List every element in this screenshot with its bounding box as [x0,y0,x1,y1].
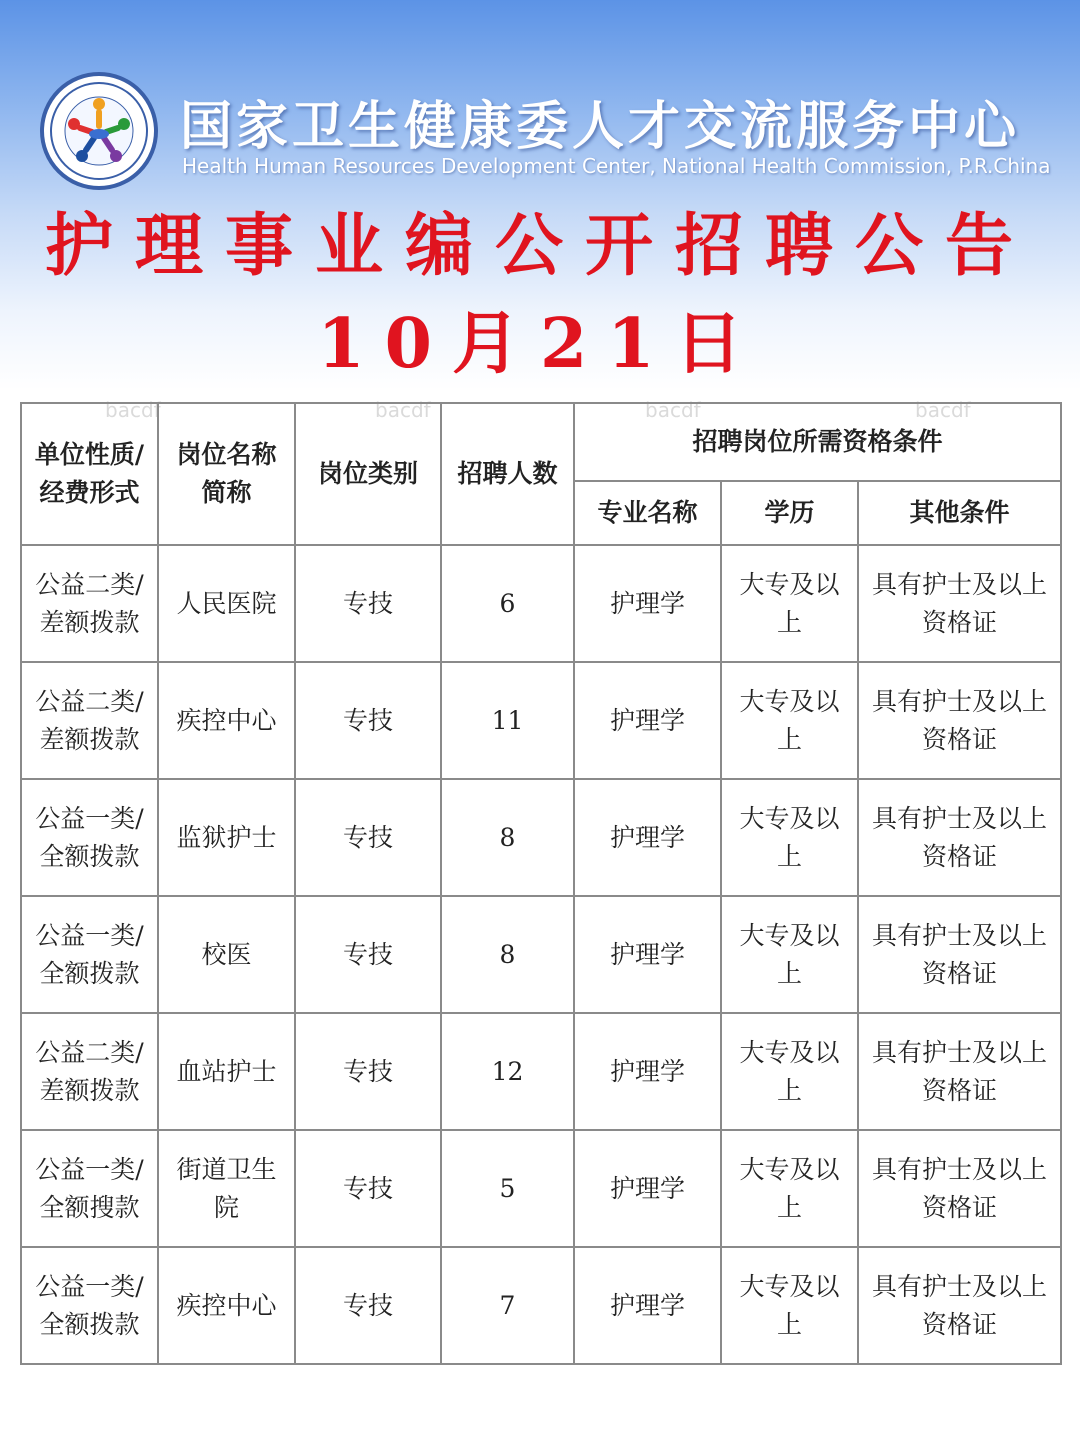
cell-post: 血站护士 [158,1013,295,1130]
cell-major: 护理学 [574,896,721,1013]
cell-other: 具有护士及以上 资格证 [858,779,1061,896]
watermark-text: bacdf [375,398,431,422]
cell-category: 专技 [295,545,441,662]
cell-edu: 大专及以 上 [721,1013,858,1130]
watermark-text: bacdf [105,398,161,422]
recruitment-table [20,402,1062,1365]
cell-category: 专技 [295,896,441,1013]
header-qualification-group: 招聘岗位所需资格条件 [574,403,1061,481]
cell-edu: 大专及以 上 [721,545,858,662]
cell-other: 具有护士及以上 资格证 [858,896,1061,1013]
cell-edu: 大专及以 上 [721,1130,858,1247]
cell-post: 监狱护士 [158,779,295,896]
cell-major: 护理学 [574,1130,721,1247]
org-logo [40,72,158,190]
cell-other: 具有护士及以上 资格证 [858,662,1061,779]
cell-count: 11 [441,662,574,779]
cell-count: 5 [441,1130,574,1247]
cell-post: 疾控中心 [158,1247,295,1364]
table-row [21,779,1061,896]
header-banner [0,0,1080,390]
cell-major: 护理学 [574,1247,721,1364]
cell-unit: 公益一类/ 全额搜款 [21,1130,158,1247]
header-other: 其他条件 [858,481,1061,545]
watermark-text: bacdf [645,398,701,422]
cell-count: 6 [441,545,574,662]
cell-other: 具有护士及以上 资格证 [858,1130,1061,1247]
header-major: 专业名称 [574,481,721,545]
cell-unit: 公益二类/ 差额拨款 [21,1013,158,1130]
cell-count: 7 [441,1247,574,1364]
org-name-en: Health Human Resources Development Center, National Health Commission, P.R.China [182,154,1051,178]
cell-major: 护理学 [574,779,721,896]
table-row [21,896,1061,1013]
announcement-date: 10月21日 [317,304,763,384]
cell-unit: 公益一类/ 全额拨款 [21,896,158,1013]
cell-unit: 公益二类/ 差额拨款 [21,662,158,779]
header-post: 岗位名称 简称 [158,403,295,545]
cell-major: 护理学 [574,662,721,779]
cell-post: 校医 [158,896,295,1013]
watermark-text: bacdf [915,398,971,422]
cell-edu: 大专及以 上 [721,1247,858,1364]
cell-major: 护理学 [574,545,721,662]
cell-category: 专技 [295,1130,441,1247]
cell-post: 人民医院 [158,545,295,662]
logo-emblem-icon [44,76,154,186]
cell-edu: 大专及以 上 [721,662,858,779]
cell-unit: 公益一类/ 全额拨款 [21,779,158,896]
cell-edu: 大专及以 上 [721,779,858,896]
cell-category: 专技 [295,1013,441,1130]
cell-count: 8 [441,779,574,896]
cell-count: 8 [441,896,574,1013]
cell-post: 疾控中心 [158,662,295,779]
cell-post: 街道卫生 院 [158,1130,295,1247]
cell-major: 护理学 [574,1013,721,1130]
table-row [21,662,1061,779]
header-category: 岗位类别 [295,403,441,545]
org-name-cn: 国家卫生健康委人才交流服务中心 [180,97,1021,157]
cell-edu: 大专及以 上 [721,896,858,1013]
table-row [21,1013,1061,1130]
header-count: 招聘人数 [441,403,574,545]
page-title: 护理事业编公开招聘公告 [44,206,1035,286]
header-education: 学历 [721,481,858,545]
cell-category: 专技 [295,1247,441,1364]
cell-other: 具有护士及以上 资格证 [858,1247,1061,1364]
cell-category: 专技 [295,662,441,779]
table-row [21,1247,1061,1364]
table-row [21,545,1061,662]
table-row [21,1130,1061,1247]
header-unit: 单位性质/ 经费形式 [21,403,158,545]
cell-count: 12 [441,1013,574,1130]
cell-category: 专技 [295,779,441,896]
cell-unit: 公益二类/ 差额拨款 [21,545,158,662]
cell-other: 具有护士及以上 资格证 [858,1013,1061,1130]
cell-unit: 公益一类/ 全额拨款 [21,1247,158,1364]
cell-other: 具有护士及以上 资格证 [858,545,1061,662]
